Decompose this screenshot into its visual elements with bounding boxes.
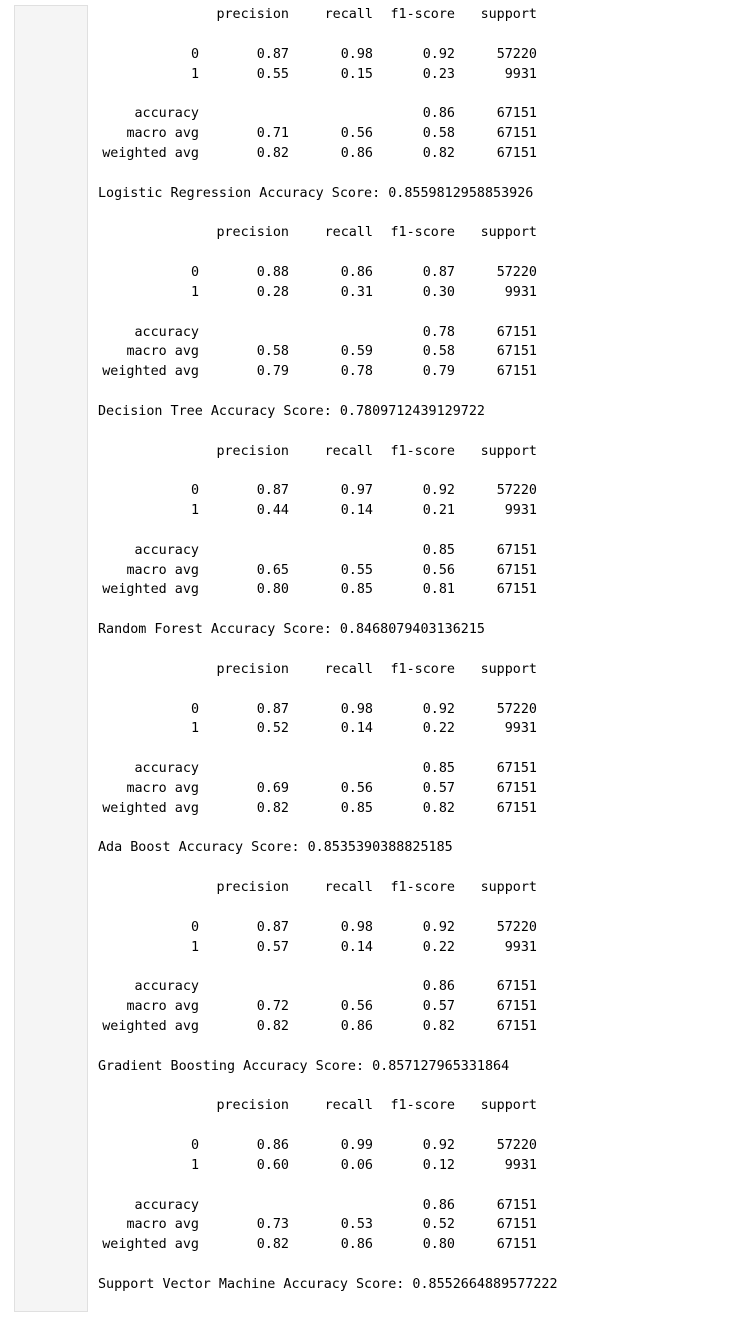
cell-precision: 0.87 <box>256 483 289 499</box>
blank-line <box>98 640 738 660</box>
cell-f1: 0.86 <box>422 979 455 995</box>
row-label: macro avg <box>126 999 199 1015</box>
cell-precision: 0.82 <box>256 1019 289 1035</box>
header-f1: f1-score <box>390 880 455 896</box>
cell-support: 67151 <box>496 761 537 777</box>
row-label: 0 <box>190 701 199 717</box>
accuracy-score-line: Ada Boost Accuracy Score: 0.8535390388825185 <box>98 840 453 856</box>
report-header-row <box>98 878 738 898</box>
cell-support: 9931 <box>504 503 537 519</box>
blank-line <box>98 303 738 323</box>
class-row <box>98 283 738 303</box>
header-recall: recall <box>324 443 373 459</box>
row-label: 1 <box>190 721 199 737</box>
cell-recall: 0.14 <box>340 503 373 519</box>
cell-support: 67151 <box>496 562 537 578</box>
header-precision: precision <box>216 880 289 896</box>
cell-precision: 0.69 <box>256 780 289 796</box>
blank-line <box>98 1037 738 1057</box>
header-f1: f1-score <box>390 1098 455 1114</box>
summary-row <box>98 977 738 997</box>
cell-f1: 0.58 <box>422 344 455 360</box>
class-row <box>98 45 738 65</box>
row-label: macro avg <box>126 344 199 360</box>
header-f1: f1-score <box>390 225 455 241</box>
row-label: 1 <box>190 939 199 955</box>
cell-f1: 0.21 <box>422 503 455 519</box>
class-row <box>98 501 738 521</box>
header-precision: precision <box>216 225 289 241</box>
cell-support: 57220 <box>496 483 537 499</box>
row-label: 1 <box>190 503 199 519</box>
cell-support: 67151 <box>496 1237 537 1253</box>
cell-f1: 0.23 <box>422 66 455 82</box>
cell-f1: 0.52 <box>422 1217 455 1233</box>
report-header-row <box>98 660 738 680</box>
row-label: weighted avg <box>102 1237 199 1253</box>
cell-f1: 0.22 <box>422 939 455 955</box>
row-label: accuracy <box>134 979 199 995</box>
cell-support: 9931 <box>504 284 537 300</box>
cell-recall: 0.14 <box>340 939 373 955</box>
cell-support: 57220 <box>496 46 537 62</box>
cell-precision: 0.82 <box>256 1237 289 1253</box>
cell-precision: 0.57 <box>256 939 289 955</box>
cell-support: 9931 <box>504 721 537 737</box>
cell-support: 9931 <box>504 66 537 82</box>
blank-line <box>98 1255 738 1275</box>
header-recall: recall <box>324 880 373 896</box>
cell-precision: 0.86 <box>256 1138 289 1154</box>
cell-precision: 0.52 <box>256 721 289 737</box>
cell-recall: 0.06 <box>340 1157 373 1173</box>
cell-f1: 0.58 <box>422 126 455 142</box>
cell-precision: 0.82 <box>256 145 289 161</box>
cell-support: 9931 <box>504 939 537 955</box>
class-row <box>98 700 738 720</box>
row-label: 1 <box>190 284 199 300</box>
cell-recall: 0.78 <box>340 364 373 380</box>
header-precision: precision <box>216 661 289 677</box>
header-f1: f1-score <box>390 7 455 22</box>
blank-line <box>98 600 738 620</box>
blank-line <box>98 521 738 541</box>
blank-line <box>98 84 738 104</box>
summary-row <box>98 997 738 1017</box>
cell-precision: 0.82 <box>256 800 289 816</box>
blank-line <box>98 1077 738 1097</box>
row-label: 0 <box>190 919 199 935</box>
cell-precision: 0.73 <box>256 1217 289 1233</box>
cell-recall: 0.31 <box>340 284 373 300</box>
classification-report <box>98 5 738 223</box>
cell-f1: 0.81 <box>422 582 455 598</box>
summary-row <box>98 1235 738 1255</box>
output-prompt-gutter <box>14 5 88 1312</box>
row-label: accuracy <box>134 761 199 777</box>
cell-f1: 0.57 <box>422 780 455 796</box>
cell-support: 67151 <box>496 126 537 142</box>
class-row <box>98 1156 738 1176</box>
cell-precision: 0.55 <box>256 66 289 82</box>
accuracy-score-line: Decision Tree Accuracy Score: 0.7809712439129722 <box>98 403 485 419</box>
cell-precision: 0.44 <box>256 503 289 519</box>
cell-support: 57220 <box>496 264 537 280</box>
cell-support: 57220 <box>496 701 537 717</box>
cell-f1: 0.30 <box>422 284 455 300</box>
row-label: weighted avg <box>102 800 199 816</box>
classification-report <box>98 442 738 660</box>
cell-support: 67151 <box>496 999 537 1015</box>
row-label: 0 <box>190 1138 199 1154</box>
blank-line <box>98 243 738 263</box>
cell-f1: 0.78 <box>422 324 455 340</box>
cell-recall: 0.85 <box>340 800 373 816</box>
cell-support: 67151 <box>496 145 537 161</box>
cell-f1: 0.22 <box>422 721 455 737</box>
row-label: macro avg <box>126 126 199 142</box>
summary-row <box>98 779 738 799</box>
cell-f1: 0.82 <box>422 1019 455 1035</box>
row-label: macro avg <box>126 780 199 796</box>
cell-output-text <box>98 5 738 1295</box>
cell-support: 67151 <box>496 1197 537 1213</box>
blank-line <box>98 461 738 481</box>
cell-recall: 0.59 <box>340 344 373 360</box>
row-label: accuracy <box>134 1197 199 1213</box>
cell-recall: 0.85 <box>340 582 373 598</box>
cell-f1: 0.92 <box>422 1138 455 1154</box>
blank-line <box>98 739 738 759</box>
summary-row <box>98 124 738 144</box>
header-f1: f1-score <box>390 443 455 459</box>
row-label: 1 <box>190 66 199 82</box>
summary-row <box>98 1017 738 1037</box>
summary-row <box>98 1196 738 1216</box>
blank-line <box>98 422 738 442</box>
row-label: weighted avg <box>102 364 199 380</box>
classification-report <box>98 1096 738 1294</box>
accuracy-score-line: Support Vector Machine Accuracy Score: 0.8552664889577222 <box>98 1277 558 1292</box>
row-label: weighted avg <box>102 1019 199 1035</box>
cell-precision: 0.60 <box>256 1157 289 1173</box>
cell-precision: 0.87 <box>256 46 289 62</box>
cell-f1: 0.85 <box>422 761 455 777</box>
classification-report <box>98 660 738 878</box>
blank-line <box>98 1116 738 1136</box>
class-row <box>98 719 738 739</box>
header-recall: recall <box>324 1098 373 1114</box>
cell-precision: 0.71 <box>256 126 289 142</box>
cell-support: 67151 <box>496 542 537 558</box>
cell-f1: 0.82 <box>422 800 455 816</box>
cell-f1: 0.86 <box>422 1197 455 1213</box>
blank-line <box>98 680 738 700</box>
summary-row <box>98 1215 738 1235</box>
cell-precision: 0.65 <box>256 562 289 578</box>
summary-row <box>98 342 738 362</box>
class-row <box>98 918 738 938</box>
header-precision: precision <box>216 7 289 22</box>
cell-f1: 0.92 <box>422 701 455 717</box>
header-support: support <box>480 1098 537 1114</box>
cell-recall: 0.56 <box>340 126 373 142</box>
header-support: support <box>480 661 537 677</box>
cell-f1: 0.79 <box>422 364 455 380</box>
report-header-row <box>98 223 738 243</box>
row-label: 1 <box>190 1157 199 1173</box>
header-recall: recall <box>324 661 373 677</box>
cell-precision: 0.88 <box>256 264 289 280</box>
header-support: support <box>480 7 537 22</box>
row-label: 0 <box>190 264 199 280</box>
cell-f1: 0.92 <box>422 46 455 62</box>
cell-support: 67151 <box>496 780 537 796</box>
cell-recall: 0.86 <box>340 1019 373 1035</box>
header-precision: precision <box>216 1098 289 1114</box>
cell-recall: 0.98 <box>340 46 373 62</box>
row-label: weighted avg <box>102 145 199 161</box>
cell-recall: 0.97 <box>340 483 373 499</box>
cell-support: 57220 <box>496 919 537 935</box>
cell-recall: 0.55 <box>340 562 373 578</box>
cell-recall: 0.86 <box>340 1237 373 1253</box>
cell-f1: 0.87 <box>422 264 455 280</box>
header-precision: precision <box>216 443 289 459</box>
cell-recall: 0.53 <box>340 1217 373 1233</box>
cell-f1: 0.85 <box>422 542 455 558</box>
cell-f1: 0.80 <box>422 1237 455 1253</box>
cell-support: 67151 <box>496 324 537 340</box>
cell-recall: 0.98 <box>340 919 373 935</box>
cell-precision: 0.28 <box>256 284 289 300</box>
cell-recall: 0.86 <box>340 145 373 161</box>
cell-recall: 0.15 <box>340 66 373 82</box>
report-header-row <box>98 5 738 25</box>
summary-row <box>98 362 738 382</box>
cell-f1: 0.92 <box>422 919 455 935</box>
cell-support: 67151 <box>496 344 537 360</box>
classification-report <box>98 878 738 1096</box>
blank-line <box>98 898 738 918</box>
cell-f1: 0.12 <box>422 1157 455 1173</box>
summary-row <box>98 323 738 343</box>
classification-report <box>98 223 738 441</box>
cell-support: 67151 <box>496 582 537 598</box>
class-row <box>98 481 738 501</box>
accuracy-score-line: Random Forest Accuracy Score: 0.8468079403136215 <box>98 622 485 638</box>
report-header-row <box>98 442 738 462</box>
blank-line <box>98 25 738 45</box>
summary-row <box>98 561 738 581</box>
class-row <box>98 1136 738 1156</box>
cell-precision: 0.79 <box>256 364 289 380</box>
summary-row <box>98 144 738 164</box>
row-label: macro avg <box>126 1217 199 1233</box>
cell-support: 67151 <box>496 1019 537 1035</box>
cell-support: 67151 <box>496 979 537 995</box>
cell-precision: 0.80 <box>256 582 289 598</box>
cell-support: 67151 <box>496 1217 537 1233</box>
row-label: macro avg <box>126 562 199 578</box>
class-row <box>98 263 738 283</box>
cell-support: 67151 <box>496 364 537 380</box>
cell-recall: 0.14 <box>340 721 373 737</box>
cell-recall: 0.86 <box>340 264 373 280</box>
cell-support: 67151 <box>496 106 537 122</box>
accuracy-score-line: Gradient Boosting Accuracy Score: 0.857127965331864 <box>98 1058 510 1074</box>
class-row <box>98 938 738 958</box>
class-row <box>98 65 738 85</box>
report-header-row <box>98 1096 738 1116</box>
header-recall: recall <box>324 7 373 22</box>
blank-line <box>98 382 738 402</box>
cell-recall: 0.98 <box>340 701 373 717</box>
row-label: accuracy <box>134 324 199 340</box>
cell-f1: 0.56 <box>422 562 455 578</box>
cell-f1: 0.86 <box>422 106 455 122</box>
header-recall: recall <box>324 225 373 241</box>
header-support: support <box>480 880 537 896</box>
cell-f1: 0.57 <box>422 999 455 1015</box>
blank-line <box>98 958 738 978</box>
row-label: weighted avg <box>102 582 199 598</box>
cell-recall: 0.99 <box>340 1138 373 1154</box>
cell-f1: 0.92 <box>422 483 455 499</box>
cell-support: 9931 <box>504 1157 537 1173</box>
header-support: support <box>480 443 537 459</box>
cell-precision: 0.87 <box>256 701 289 717</box>
row-label: accuracy <box>134 542 199 558</box>
cell-recall: 0.56 <box>340 999 373 1015</box>
cell-precision: 0.58 <box>256 344 289 360</box>
blank-line <box>98 819 738 839</box>
summary-row <box>98 104 738 124</box>
cell-precision: 0.87 <box>256 919 289 935</box>
blank-line <box>98 858 738 878</box>
cell-f1: 0.82 <box>422 145 455 161</box>
summary-row <box>98 580 738 600</box>
header-f1: f1-score <box>390 661 455 677</box>
summary-row <box>98 799 738 819</box>
blank-line <box>98 164 738 184</box>
header-support: support <box>480 225 537 241</box>
summary-row <box>98 541 738 561</box>
accuracy-score-line: Logistic Regression Accuracy Score: 0.8559812958853926 <box>98 185 534 201</box>
cell-recall: 0.56 <box>340 780 373 796</box>
summary-row <box>98 759 738 779</box>
cell-precision: 0.72 <box>256 999 289 1015</box>
row-label: 0 <box>190 46 199 62</box>
blank-line <box>98 1176 738 1196</box>
blank-line <box>98 203 738 223</box>
cell-support: 67151 <box>496 800 537 816</box>
cell-support: 57220 <box>496 1138 537 1154</box>
row-label: accuracy <box>134 106 199 122</box>
row-label: 0 <box>190 483 199 499</box>
